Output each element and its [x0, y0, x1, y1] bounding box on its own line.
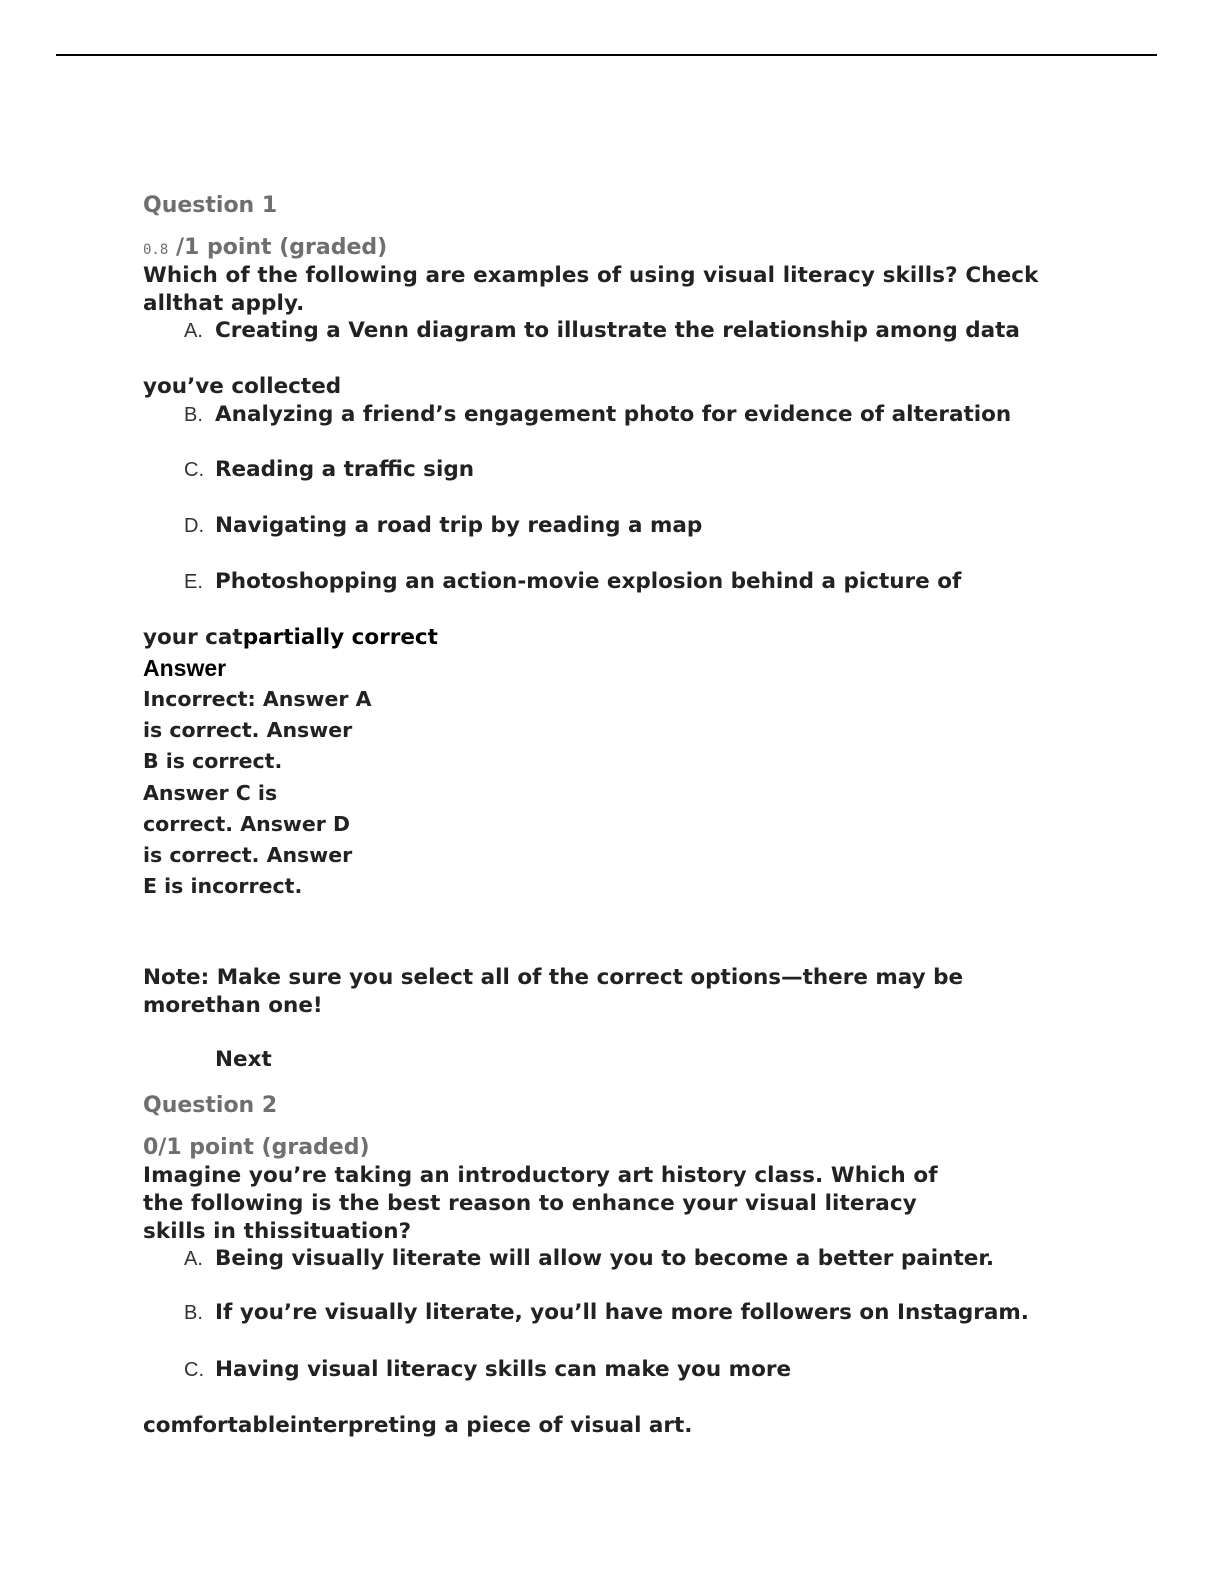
question-1-score: 0.8 [143, 242, 169, 258]
option-text: Navigating a road trip by reading a map [215, 513, 703, 538]
option-text: Having visual literacy skills can make you more [215, 1357, 792, 1382]
answer-label: Answer [143, 655, 227, 681]
option-letter: A. [184, 1248, 203, 1270]
answer-feedback: Incorrect: Answer A is correct. Answer B is correct. Answer C is correct. Answer D is correct. Answer E is incorrect. [143, 687, 372, 899]
option-letter: B. [184, 1302, 203, 1324]
option-text: Being visually literate will allow you to become a better painter. [215, 1246, 995, 1271]
option-letter: C. [184, 1359, 204, 1381]
q2-option-c-continued: comfortableinterpreting a piece of visual art. [143, 1413, 693, 1438]
question-2-title: Question 2 [143, 1093, 278, 1118]
q1-option-c[interactable] [184, 457, 474, 482]
question-1-stem-line: Which of the following are examples of using visual literacy skills? Check [143, 263, 1039, 288]
option-continued-text: your cat [143, 625, 243, 650]
q1-option-e-continued [143, 625, 438, 650]
question-1-points [143, 235, 387, 260]
question-2-stem-line: the following is the best reason to enhance your visual literacy [143, 1191, 917, 1216]
q1-option-d[interactable] [184, 513, 702, 538]
note-line: morethan one! [143, 993, 323, 1018]
q2-option-b[interactable] [184, 1300, 1029, 1325]
question-1-stem-line: allthat apply. [143, 291, 305, 316]
option-text: Reading a traffic sign [215, 457, 475, 482]
question-2-stem-line: Imagine you’re taking an introductory art history class. Which of [143, 1163, 938, 1188]
top-rule [56, 54, 1157, 56]
option-text: Analyzing a friend’s engagement photo for evidence of alteration [215, 402, 1012, 427]
partial-correct-status: partially correct [242, 625, 438, 650]
question-2-stem-line: skills in thissituation? [143, 1219, 412, 1244]
next-button[interactable]: Next [215, 1047, 272, 1072]
q2-option-a[interactable] [184, 1246, 994, 1271]
note [143, 964, 963, 1020]
option-letter: D. [184, 515, 204, 537]
option-letter: B. [184, 404, 203, 426]
option-letter: C. [184, 459, 204, 481]
question-1-stem [143, 262, 1039, 318]
option-letter: A. [184, 320, 203, 342]
option-letter: E. [184, 571, 203, 593]
question-1-points-label: /1 point (graded) [168, 235, 388, 260]
question-2-stem [143, 1162, 938, 1246]
note-line: Note: Make sure you select all of the correct options—there may be [143, 965, 964, 990]
q1-option-e[interactable] [184, 569, 961, 594]
option-text: If you’re visually literate, you’ll have more followers on Instagram. [215, 1300, 1029, 1325]
option-text: Photoshopping an action-movie explosion behind a picture of [215, 569, 962, 594]
q1-option-b[interactable] [184, 402, 1011, 427]
q1-option-a-continued: you’ve collected [143, 374, 342, 399]
option-text: Creating a Venn diagram to illustrate the relationship among data [215, 318, 1020, 343]
question-1-title: Question 1 [143, 193, 278, 218]
q1-option-a[interactable] [184, 318, 1020, 343]
q2-option-c[interactable] [184, 1357, 791, 1382]
question-2-points: 0/1 point (graded) [143, 1135, 370, 1160]
